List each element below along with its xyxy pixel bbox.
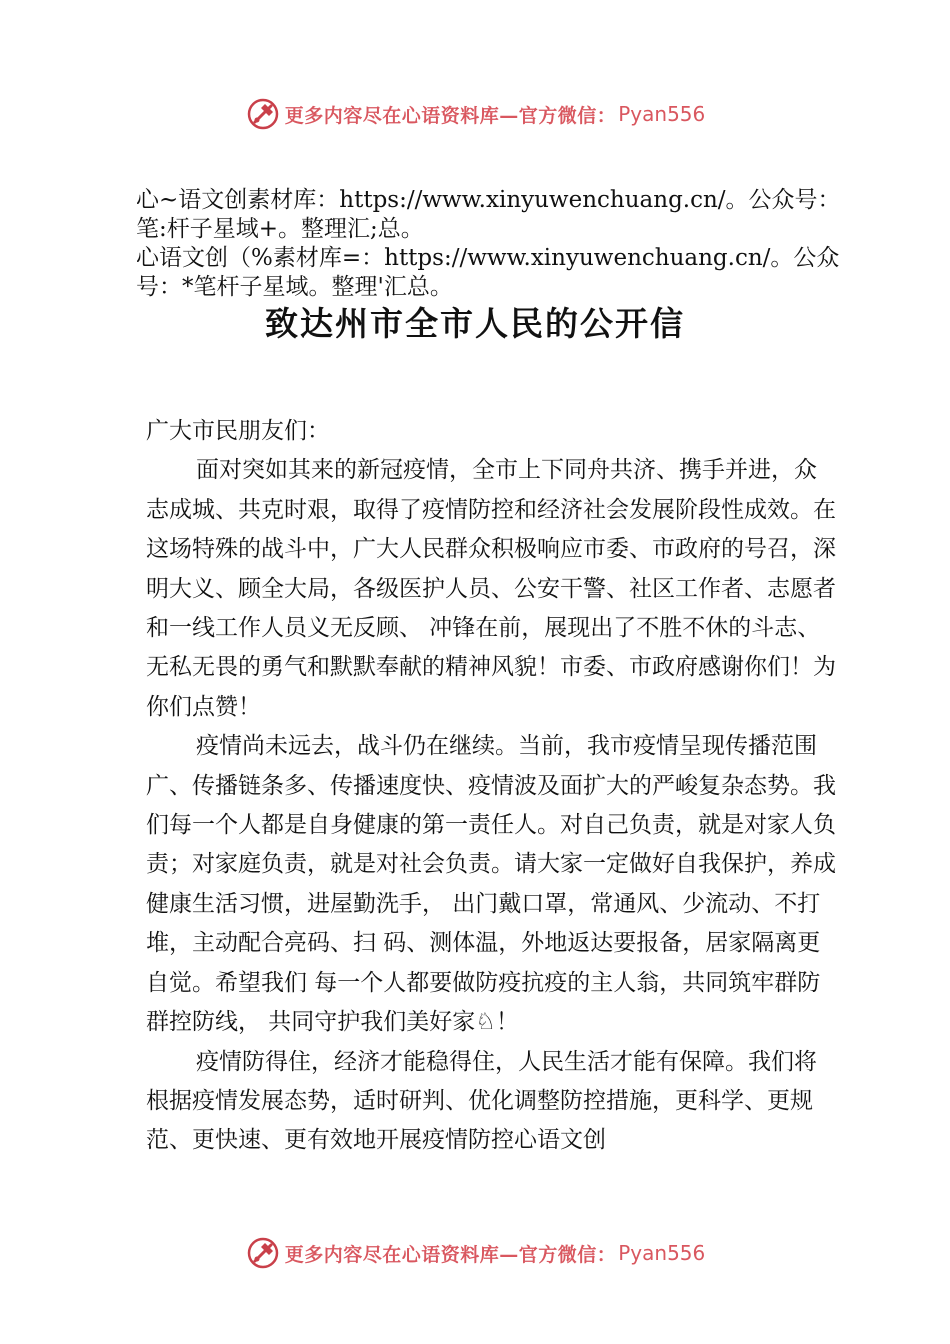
footer-banner [0,1233,950,1273]
brand-logo-icon [245,96,281,132]
banner-wechat-id: Pyan556 [618,1241,706,1265]
header-banner [0,94,950,134]
brand-logo-icon [245,1235,281,1271]
banner-text: 更多内容尽在心语资料库—官方微信： [284,104,617,127]
watermark-block [136,186,856,302]
banner-text: 更多内容尽在心语资料库—官方微信： [284,1243,617,1266]
paragraph: 疫情尚未远去，战斗仍在继续。当前，我市疫情呈现传播范围广、传播链条多、传播速度快、疫情波及面扩大的严峻复杂态势。我们每一个人都是自身健康的第一责任人。对自己负责，就是对家人负责；对家庭负责，就是对社会负责。请大家一定做好自我保护，养成健康生活习惯，进屋勤洗手， 出门戴口罩，常通风、少流动、不打堆，主动配合亮码、扫 码、测体温，外地返达要报备，居家隔离更自觉。希望我们 每一个人都要做防疫抗疫的主人翁，共同筑牢群防群控防线， 共同守护我们美好家♘！ [146,733,836,1036]
banner-wechat-id: Pyan556 [618,102,706,126]
paragraph: 面对突如其来的新冠疫情，全市上下同舟共济、携手并进，众志成城、共克时艰，取得了疫情防控和经济社会发展阶段性成效。在这场特殊的战斗中，广大人民群众积极响应市委、市政府的号召，深明大义、顾全大局，各级医护人员、公安干警、社区工作者、志愿者和一线工作人员义无反顾、 冲锋在前，展现出了不胜不休的斗志、无私无畏的勇气和默默奉献的精神风貌！市委、市政府感谢你们！为你们点赞！ [146,457,836,720]
letter-body [146,412,836,1161]
document-title: 致达州市全市人民的公开信 [265,304,685,343]
watermark-line: 心语文创（%素材库=：https://www.xinyuwenchuang.cn/。公众号：*笔杆子星域。整理'汇总。 [136,245,840,300]
watermark-line: 心~语文创素材库：https://www.xinyuwenchuang.cn/。公众号：笔:杆子星域+。整理汇;总。 [136,187,841,242]
paragraph: 疫情防得住，经济才能稳得住，人民生活才能有保障。我们将根据疫情发展态势，适时研判、优化调整防控措施，更科学、更规范、更快速、更有效地开展疫情防控心语文创 [146,1048,817,1154]
salutation: 广大市民朋友们： [146,418,330,444]
